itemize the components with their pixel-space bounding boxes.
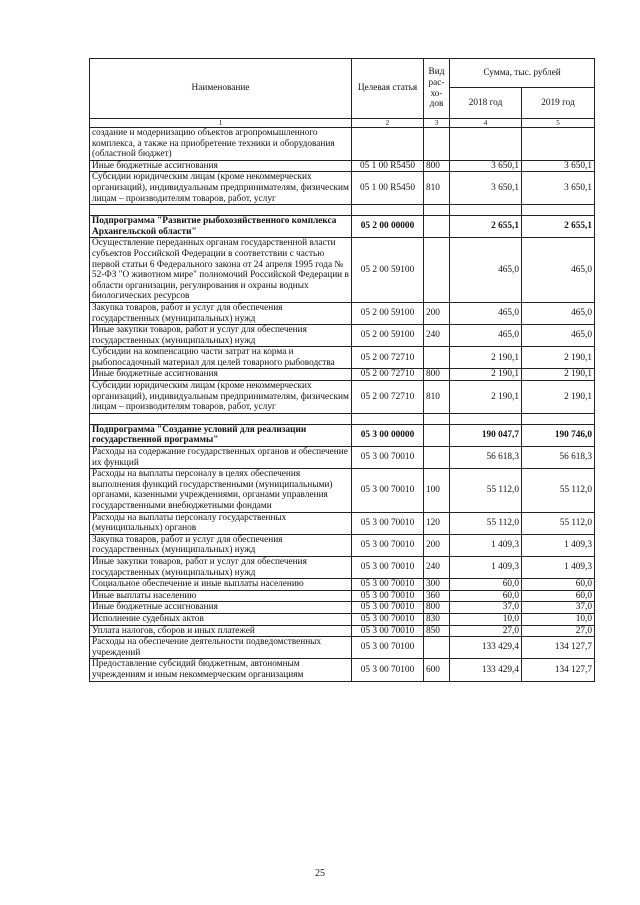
- cell-target-article: 05 2 00 00000: [352, 216, 424, 238]
- cell-expense-type: 360: [424, 590, 450, 602]
- subprogram-row: [90, 216, 595, 238]
- table-row: [90, 369, 595, 381]
- table-row: [90, 659, 595, 681]
- cell-expense-type: 850: [424, 625, 450, 637]
- cell-sum-2018: 37,0: [450, 602, 522, 614]
- cell-target-article: 05 2 00 72710: [352, 369, 424, 381]
- cell-target-article: 05 3 00 70010: [352, 625, 424, 637]
- cell-expense-type: 120: [424, 512, 450, 534]
- cell-sum-2019: 465,0: [522, 325, 595, 347]
- cell-sum-2018: [450, 128, 522, 161]
- table-row: [90, 447, 595, 469]
- cell-sum-2018: 190 047,7: [450, 424, 522, 446]
- cell-name: создание и модернизацию объектов агропромышленного комплекса, а также на приобретение техники и оборудования (областной бюджет): [90, 128, 352, 161]
- cell-sum-2018: [450, 413, 522, 424]
- table-row: [90, 613, 595, 625]
- table-row: [90, 602, 595, 614]
- cell-target-article: [352, 128, 424, 161]
- cell-name: Расходы на выплаты персоналу в целях обеспечения выполнения функций государственными (муниципальными) органами, казенными учреждениями, органами управления государственными внебюджетными фондами: [90, 469, 352, 512]
- table-row: [90, 637, 595, 659]
- budget-table: [89, 58, 595, 682]
- cell-target-article: 05 2 00 72710: [352, 381, 424, 414]
- cell-expense-type: [424, 413, 450, 424]
- cell-expense-type: [424, 205, 450, 216]
- cell-expense-type: 200: [424, 534, 450, 556]
- cell-sum-2019: 60,0: [522, 579, 595, 591]
- cell-target-article: [352, 413, 424, 424]
- column-number: 4: [450, 119, 522, 128]
- cell-sum-2018: 3 650,1: [450, 160, 522, 172]
- cell-expense-type: [424, 424, 450, 446]
- cell-target-article: 05 2 00 72710: [352, 347, 424, 369]
- cell-sum-2019: 134 127,7: [522, 659, 595, 681]
- cell-sum-2018: 60,0: [450, 579, 522, 591]
- table-row: [90, 556, 595, 578]
- cell-sum-2018: 2 190,1: [450, 347, 522, 369]
- column-number: 1: [90, 119, 352, 128]
- cell-expense-type: [424, 238, 450, 303]
- column-number: 5: [522, 119, 595, 128]
- cell-sum-2019: [522, 205, 595, 216]
- cell-expense-type: 800: [424, 602, 450, 614]
- cell-target-article: 05 1 00 R5450: [352, 172, 424, 205]
- cell-name: Иные закупки товаров, работ и услуг для обеспечения государственных (муниципальных) нужд: [90, 556, 352, 578]
- cell-sum-2018: 133 429,4: [450, 637, 522, 659]
- cell-target-article: 05 3 00 70100: [352, 659, 424, 681]
- cell-sum-2018: 1 409,3: [450, 534, 522, 556]
- cell-expense-type: 600: [424, 659, 450, 681]
- spacer-row: [90, 413, 595, 424]
- table-row: [90, 469, 595, 512]
- cell-target-article: 05 3 00 70010: [352, 534, 424, 556]
- header-expense-type: [424, 59, 450, 119]
- cell-name: Закупка товаров, работ и услуг для обеспечения государственных (муниципальных) нужд: [90, 302, 352, 324]
- cell-sum-2019: 465,0: [522, 238, 595, 303]
- table-body: [90, 128, 595, 682]
- cell-sum-2018: 2 190,1: [450, 369, 522, 381]
- cell-target-article: 05 2 00 59100: [352, 325, 424, 347]
- cell-name: Иные бюджетные ассигнования: [90, 160, 352, 172]
- table-row: [90, 128, 595, 161]
- header-target-article: Целевая статья: [352, 59, 424, 119]
- cell-expense-type: [424, 216, 450, 238]
- header-sum: Сумма, тыс. рублей: [450, 59, 595, 88]
- cell-sum-2019: [522, 413, 595, 424]
- cell-name: Расходы на выплаты персоналу государственных (муниципальных) органов: [90, 512, 352, 534]
- table-row: [90, 625, 595, 637]
- cell-name: Подпрограмма "Развитие рыбохозяйственного комплекса Архангельской области": [90, 216, 352, 238]
- header-year-2019: 2019 год: [522, 88, 595, 119]
- cell-name: Подпрограмма "Создание условий для реализации государственной программы": [90, 424, 352, 446]
- cell-sum-2019: 2 190,1: [522, 381, 595, 414]
- header-expense-type-line-1: Вид: [428, 67, 445, 78]
- cell-expense-type: 240: [424, 325, 450, 347]
- table-row: [90, 238, 595, 303]
- cell-name: Субсидии юридическим лицам (кроме некоммерческих организаций), индивидуальным предпринимателям, физическим лицам – производителям товаров, работ, услуг: [90, 172, 352, 205]
- cell-expense-type: 810: [424, 172, 450, 205]
- header-expense-type-line-3: хо-: [430, 88, 443, 99]
- cell-sum-2018: 465,0: [450, 238, 522, 303]
- cell-sum-2019: 2 190,1: [522, 347, 595, 369]
- subprogram-row: [90, 424, 595, 446]
- cell-expense-type: 800: [424, 160, 450, 172]
- table-header: [90, 59, 595, 128]
- cell-target-article: 05 3 00 70010: [352, 613, 424, 625]
- cell-expense-type: 100: [424, 469, 450, 512]
- column-number: 2: [352, 119, 424, 128]
- cell-sum-2018: 465,0: [450, 302, 522, 324]
- page-number: 25: [315, 868, 325, 879]
- cell-expense-type: 240: [424, 556, 450, 578]
- cell-sum-2019: 1 409,3: [522, 556, 595, 578]
- cell-sum-2018: 133 429,4: [450, 659, 522, 681]
- cell-target-article: 05 3 00 70100: [352, 637, 424, 659]
- cell-sum-2018: 2 190,1: [450, 381, 522, 414]
- cell-target-article: 05 3 00 70010: [352, 556, 424, 578]
- cell-expense-type: 200: [424, 302, 450, 324]
- cell-target-article: 05 1 00 R5450: [352, 160, 424, 172]
- cell-sum-2019: 56 618,3: [522, 447, 595, 469]
- cell-name: Социальное обеспечение и иные выплаты населению: [90, 579, 352, 591]
- cell-name: Осуществление переданных органам государственной власти субъектов Российской Федерации в соответствии с частью первой статьи 6 Федерального закона от 24 апреля 1995 года № 52-ФЗ "О животном мире" полномочий Российской Федерации в области организации, регулирования и охраны водных биологических ресурсов: [90, 238, 352, 303]
- cell-sum-2018: [450, 205, 522, 216]
- spacer-row: [90, 205, 595, 216]
- cell-name: Субсидии на компенсацию части затрат на корма и рыбопосадочный материал для целей товарного рыбоводства: [90, 347, 352, 369]
- cell-name: [90, 413, 352, 424]
- cell-target-article: 05 3 00 70010: [352, 590, 424, 602]
- cell-sum-2018: 3 650,1: [450, 172, 522, 205]
- cell-sum-2019: 37,0: [522, 602, 595, 614]
- cell-sum-2019: [522, 128, 595, 161]
- cell-sum-2018: 55 112,0: [450, 512, 522, 534]
- cell-target-article: 05 2 00 59100: [352, 302, 424, 324]
- cell-sum-2019: 55 112,0: [522, 512, 595, 534]
- cell-target-article: 05 2 00 59100: [352, 238, 424, 303]
- table-row: [90, 512, 595, 534]
- cell-expense-type: [424, 637, 450, 659]
- cell-sum-2018: 56 618,3: [450, 447, 522, 469]
- cell-sum-2019: 10,0: [522, 613, 595, 625]
- cell-target-article: 05 3 00 00000: [352, 424, 424, 446]
- table-row: [90, 534, 595, 556]
- cell-name: Закупка товаров, работ и услуг для обеспечения государственных (муниципальных) нужд: [90, 534, 352, 556]
- cell-expense-type: [424, 347, 450, 369]
- cell-sum-2019: 1 409,3: [522, 534, 595, 556]
- cell-sum-2019: 60,0: [522, 590, 595, 602]
- cell-name: Иные бюджетные ассигнования: [90, 602, 352, 614]
- header-year-2018: 2018 год: [450, 88, 522, 119]
- cell-expense-type: 830: [424, 613, 450, 625]
- cell-sum-2018: 465,0: [450, 325, 522, 347]
- cell-target-article: [352, 205, 424, 216]
- header-expense-type-line-2: рас-: [428, 77, 445, 88]
- table-row: [90, 172, 595, 205]
- cell-name: Субсидии юридическим лицам (кроме некоммерческих организаций), индивидуальным предпринимателям, физическим лицам – производителям товаров, работ, услуг: [90, 381, 352, 414]
- cell-name: Иные выплаты населению: [90, 590, 352, 602]
- cell-target-article: 05 3 00 70010: [352, 579, 424, 591]
- cell-sum-2018: 1 409,3: [450, 556, 522, 578]
- cell-target-article: 05 3 00 70010: [352, 447, 424, 469]
- cell-name: Иные закупки товаров, работ и услуг для обеспечения государственных (муниципальных) нужд: [90, 325, 352, 347]
- cell-target-article: 05 3 00 70010: [352, 602, 424, 614]
- cell-sum-2019: 3 650,1: [522, 172, 595, 205]
- table-row: [90, 381, 595, 414]
- cell-sum-2019: 3 650,1: [522, 160, 595, 172]
- cell-name: Расходы на содержание государственных органов и обеспечение их функций: [90, 447, 352, 469]
- cell-name: Исполнение судебных актов: [90, 613, 352, 625]
- table-row: [90, 579, 595, 591]
- header-expense-type-line-4: дов: [429, 99, 444, 110]
- table-row: [90, 325, 595, 347]
- cell-expense-type: [424, 128, 450, 161]
- cell-sum-2018: 27,0: [450, 625, 522, 637]
- cell-sum-2019: 134 127,7: [522, 637, 595, 659]
- cell-sum-2018: 60,0: [450, 590, 522, 602]
- cell-sum-2018: 55 112,0: [450, 469, 522, 512]
- header-name: Наименование: [90, 59, 352, 119]
- table-row: [90, 347, 595, 369]
- cell-name: Расходы на обеспечение деятельности подведомственных учреждений: [90, 637, 352, 659]
- cell-target-article: 05 3 00 70010: [352, 469, 424, 512]
- column-number: 3: [424, 119, 450, 128]
- cell-expense-type: 300: [424, 579, 450, 591]
- cell-sum-2018: 10,0: [450, 613, 522, 625]
- cell-target-article: 05 3 00 70010: [352, 512, 424, 534]
- table-row: [90, 302, 595, 324]
- cell-sum-2019: 27,0: [522, 625, 595, 637]
- cell-sum-2019: 2 655,1: [522, 216, 595, 238]
- cell-name: [90, 205, 352, 216]
- cell-name: Предоставление субсидий бюджетным, автономным учреждениям и иным некоммерческим организациям: [90, 659, 352, 681]
- cell-sum-2019: 465,0: [522, 302, 595, 324]
- cell-sum-2019: 2 190,1: [522, 369, 595, 381]
- cell-expense-type: 810: [424, 381, 450, 414]
- cell-name: Иные бюджетные ассигнования: [90, 369, 352, 381]
- cell-name: Уплата налогов, сборов и иных платежей: [90, 625, 352, 637]
- table-row: [90, 590, 595, 602]
- cell-sum-2019: 55 112,0: [522, 469, 595, 512]
- cell-sum-2018: 2 655,1: [450, 216, 522, 238]
- cell-expense-type: 800: [424, 369, 450, 381]
- cell-expense-type: [424, 447, 450, 469]
- cell-sum-2019: 190 746,0: [522, 424, 595, 446]
- table-row: [90, 160, 595, 172]
